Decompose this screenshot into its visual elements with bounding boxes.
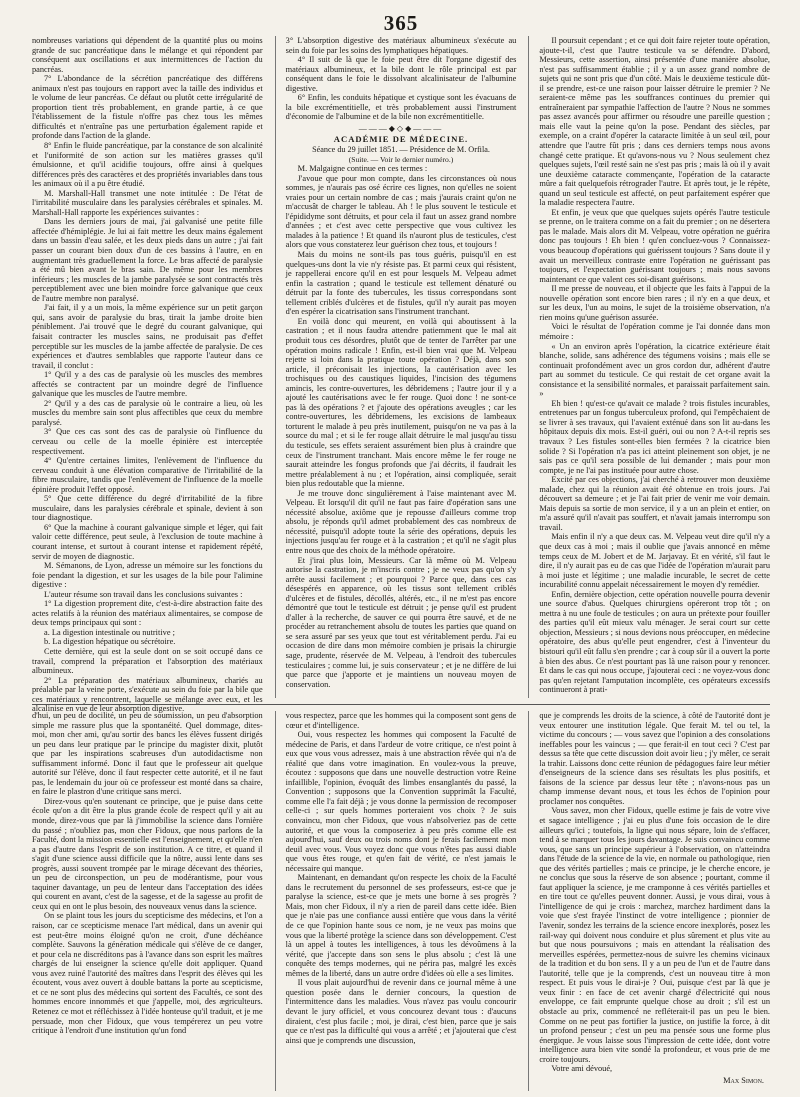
section-separator: ———◆◇◆———: [358, 123, 444, 133]
paragraph: d'hui, un peu de docilité, un peu de soumission, un peu d'absorption simple me rassure plus que la spontanéité. Quel dommage, dites-moi, mon cher ami, qu'au sortir des bancs les élèves fussent dirigés un peu dans leur pratique par le principe du magister dixit, plutôt que par les inspirations scabreuses d'un autodidactisme non suffisamment informé. Donc il faut que le professeur ait quelque autorité sur l'élève, donc il faut respecter cette autorité, et il ne faut pas, le lendemain du jour où ce professeur est monté dans sa chaire, en faire le plastron d'une critique sans merci.: [32, 711, 263, 797]
paragraph: 3° L'absorption digestive des matériaux albumineux s'exécute au sein du foie par les soins des lymphatiques hépatiques.: [285, 36, 517, 55]
paragraph: Il poursuit cependant ; et ce qui doit faire rejeter toute opération, ajoute-t-il, c'est que l'autre testicule va se défendre. D'abord, Messieurs, cette assertion, ainsi présentée d'une manière absolue, n'est pas suffisamment établie ; il y a un assez grand nombre de sujets qui ne sont pris que d'un côté. Mais le deuxième testicule dût-il se prendre, est-ce une raison pour laisser détruire le premier ? Ne seraient-ce même pas les souffrances continues du premier qui entraîneraient par sympathie l'affection de l'autre ? Nous ne sommes pas assez avancés pour affirmer ou résoudre une pareille question ; mais elle vaut la peine qu'on la pose. Pendant des siècles, par exemple, on a craint d'opérer la cataracte limitée à un seul œil, pour attendre que l'autre fût pris ; dans ces derniers temps nous avons changé cette pratique. Et qu'avons-nous vu ? Nous seulement chez quelques sujets, l'œil resté sain ne s'est pas pris ; mais là où il y avait une deuxième cataracte commençante, l'opération de la cataracte mûre a fait quelquefois rétrograder l'autre. Et après tout, je le répète, quand un seul testicule est affecté, on peut parfaitement espérer que la maladie respectera l'autre.: [539, 36, 771, 208]
paragraph: On se plaint tous les jours du scepticisme des médecins, et l'on a raison, car ce scepticisme menace l'art médical, dans un avenir qui est peut-être moins éloigné qu'on ne croit, d'une déchéance complète. Sauvons la génération médicale qui s'élève de ce danger, et pour cela ne discréditons pas à l'avance dans son esprit les maîtres chargés de lui enseigner la science qu'elle doit appliquer. Quand vous avez ruiné l'autorité des maîtres dans l'esprit des élèves qui les écoutent, vous avez ouvert à double battans la porte au scepticisme, et ce ne sont plus des médecins qui sortent des Facultés, ce sont des hommes encore innommés et que j'appelle, moi, des ægriculteurs. Retenez ce mot et réfléchissez à l'idée honteuse qu'il traduit, et je me persuade, mon cher Fidoux, que vous tempérerez un peu votre critique à l'endroit d'une institution qu'un fond: [32, 911, 263, 1036]
paragraph: Oui, vous respectez les hommes qui composent la Faculté de médecine de Paris, et dans l'ardeur de votre critique, ce n'est point à eux que vous vous adressez, mais à une abstraction rêvée qui n'a de réalité que dans votre imagination. En voulez-vous la preuve, écoutez : supposons que dans une nouvelle destruction votre Reine infaillible, l'opinion, évoquât des limbes ensanglantés du passé, la Convention ; supposons que la Convention supprimât la Faculté, comme elle l'a fait déjà ; je vous donne la permission de recomposer celle-ci ; sur quels hommes porteraient vos choix ? Je suis convaincu, mon cher Fidoux, que vous n'absolveriez pas de cette autorité, et que vous la composeriez à peu près comme elle est aujourd'hui, sauf deux ou trois noms dont je ferais facilement mon deuil avec vous. Vous voyez donc que vous n'êtes pas aussi diable que vous êtes rouge, et qu'en fait de vérité, ce n'est jamais le nécessaire qui manque.: [285, 730, 517, 873]
paragraph: 7° L'abondance de la sécrétion pancréatique des différens animaux n'est pas toujours en rapport avec la taille des individus et le volume de leur pancréas. Ce défaut ou plutôt cette irrégularité de proportion tient très probablement, en grande partie, à ce que l'établissement de la fistule n'offre pas chez tous les mêmes difficultés et n'entraîne pas une perturbation également rapide et profonde dans l'action de la glande.: [32, 74, 263, 141]
paragraph: Excité par ces objections, j'ai cherché à retrouver mon deuxième malade, chez qui la réunion avait été obtenue en trois jours. J'ai découvert sa demeure ; et je l'ai fait prier de venir me voir demain. Mais depuis sa sortie de mon service, il y a un an plein et entier, on m'a assuré qu'il n'avait pas souffert, et n'avait jamais interrompu son travail.: [539, 475, 771, 532]
paragraph: 2° La préparation des matériaux albumineux, chariés au préalable par la veine porte, s'exécute au sein du foie par la bile que ces matériaux y rencontrent, laquelle se mélange avec eux, et les alcalinise en vue de leur absorption digestive.: [32, 675, 263, 714]
paragraph: « Un an environ après l'opération, la cicatrice extérieure était blanche, solide, sans adhérence des tégumens voisins ; mais elle se continuait profondément avec un gros cordon dur, adhérent d'autre part au sommet du testicule. Ce qui restait de cet organe avait la consistance et la sensibilité normales, et paraissait parfaitement sain. »: [539, 341, 771, 399]
paragraph: J'ai fait, il y a un mois, la même expérience sur un petit garçon qui, sans avoir de paralysie du bras, tirait la jambe droite bien péniblement. J'ai trouvé que le degré du courant galvanique, qui faisait contracter les muscles sains, ne produisait pas d'effet perceptible sur les muscles de la jambe affectée de paralysie. De ces expériences et d'autres semblables que rapporte l'auteur dans ce travail, il conclut :: [32, 303, 263, 370]
paragraph: que je comprends les droits de la science, à côté de l'autorité dont je veux entourer une institution légale. Que ferait M. tel ou tel, la victime du concours ; — vous savez que l'opinion a des consolations ineffables pour les vaincus ; — que ferait-il en tout ceci ? C'est par dessus sa tête que cette discussion doit avoir lieu ; j'y mêler, ce serait la trahir. Laissons donc cette réunion de pédagogues faire leur métier d'enseigneurs de la science dans ses résultats les plus positifs, et faisons de la science par dessus leur tête ; n'avons-nous pas un champ immense devant nous, et tous les échos de l'opinion pour proclamer nos conquêtes.: [539, 711, 771, 806]
paragraph: Eh bien ! qu'est-ce qu'avait ce malade ? trois fistules incurables, entretenues par un fongus tuberculeux profond, qui l'empêchaient de se livrer à ses travaux, qui l'avaient exténué dans son lit au-dans les hôpitaux depuis dix mois. Est-il guéri, oui ou non ? A-t-il repris ses travaux ? Les fistules sont-elles bien fermées ? la cicatrice bien solide ? Si l'opération n'a pas ici atteint pleinement son objet, je ne sais pas ce qu'il sera possible de lui demander ; mais pour mon compte, je ne l'ai pas instituée pour autre chose.: [539, 398, 771, 475]
paragraph: J'avoue que pour mon compte, dans les circonstances où nous sommes, je n'aurais pas osé écrire ces lignes, non qu'elles ne soient vraies pour un certain nombre de cas ; mais j'aurais craint qu'on ne m'accusât de charger le tableau. Ah ! le plus souvent le testicule et l'épididyme sont détruits, et pour cela il faut un assez grand nombre d'années ; et c'est avec cette perspective que vous cultivez les malades à la patience ! Et quand ils n'auront plus de testicules, c'est alors que vous constaterez leur guérison chez tous, et toujours !: [285, 173, 517, 250]
paragraph: Enfin, dernière objection, cette opération nouvelle pourra devenir une source d'abus. Quelques chirurgiens opéreront trop tôt ; on mettra à nu une foule de testicules ; on aura un prétexte pour fouiller des parties qu'il eût mieux valu ménager. Je serai court sur cette objection, Messieurs ; si nous devions nous préoccuper, en médecine opératoire, des abus qu'elle peut engendrer, c'est à l'inventeur du bistouri qu'il eût fallu s'en prendre ; car à coup sûr il a ouvert la porte à bien des abus. Ce n'est pourtant pas là une raison pour y renoncer. Et dans le cas qui nous occupe, j'ajouterai ceci : ne voyez-vous donc pas qu'en rejetant l'amputation incomplète, ces opérateurs excessifs continueront à prati-: [539, 589, 771, 695]
bottom-column-3: [528, 711, 770, 1091]
paragraph: 6° Enfin, les conduits hépatique et cystique sont les évacuans de la bile excrémentitielle, et très probablement aussi l'instrument d'économie de l'albumine et de la bile non excrémentitielle.: [285, 93, 517, 122]
paragraph: a. La digestion intestinale ou nutritive ;: [44, 627, 175, 637]
paragraph: 8° Enfin le fluide pancréatique, par la constance de son alcalinité et l'uniformité de son action sur les matières grasses qu'il émulsionne, et qu'il acidifie toujours, offre ainsi à quelques différences près des caractères et des propriétés invariables dans tous les animaux où il a pu être étudié.: [32, 141, 263, 189]
top-section: [32, 36, 771, 714]
paragraph: M. Sémanons, de Lyon, adresse un mémoire sur les fonctions du foie pendant la digestion, et sur les usages de la bile pour l'alimine digestive :: [32, 561, 263, 590]
paragraph: 4° Qu'entre certaines limites, l'enlèvement de l'influence du cerveau conduit à une élévation comparative de l'irritabilité de la fibre musculaire, tandis que l'enlèvement de l'influence de la moelle épinière produit l'effet opposé.: [32, 456, 263, 494]
paragraph: 4° Il suit de là que le foie peut être dit l'organe digestif des matériaux albumineux, et la bile dont le rôle principal est par conséquent dans le foie le dissolvant alcalinisateur de l'albumine digestive.: [285, 55, 517, 93]
paragraph: L'auteur résume son travail dans les conclusions suivantes :: [44, 589, 243, 599]
paragraph: nombreuses variations qui dépendent de la quantité plus ou moins grande de suc pancréatique dans le mélange et qui répondent par conséquent aux oscillations et aux intermittences de l'action du pancréas.: [32, 36, 263, 74]
paragraph: 1° Qu'il y a des cas de paralysie où les muscles des membres affectés se contractent par un moindre degré de l'influence galvanique que les muscles de l'autre membre.: [32, 370, 263, 399]
paragraph: 1° La digestion proprement dite, c'est-à-dire abstraction faite des actes relatifs à la réunion des matériaux alimentaires, se compose de deux temps principaux qui sont :: [32, 599, 263, 628]
paragraph: Je me trouve donc singulièrement à l'aise maintenant avec M. Velpeau. Et lorsqu'il dit qu'il ne faut pas faire d'opération sans une nécessité absolue, axiôme que je repousse d'ailleurs comme trop absolu, je réponds qu'il admet probablement des cas nombreux de nécessité, puisqu'il adopte toute la série des opérations, depuis les injections jusqu'au fer rouge et à la castration ; et qu'il ne s'agit plus entre nous que des choix de la méthode opératoire.: [285, 488, 517, 555]
paragraph: Voici le résultat de l'opération comme je l'ai donnée dans mon mémoire :: [539, 322, 771, 341]
bottom-section: [32, 711, 770, 1091]
paragraph: 5° Que cette différence du degré d'irritabilité de la fibre musculaire, dans les paralysies cérébrale et spinale, devient à son tour diagnostique.: [32, 494, 263, 523]
paragraph: Cette dernière, qui est la seule dont on se soit occupé dans ce travail, comprend la préparation et l'absorption des matériaux albumineux.: [32, 647, 263, 676]
paragraph: Il vous plait aujourd'hui de revenir dans ce journal même à une question posée dans le dernier concours, la question de l'intermittence dans les maladies. Vous n'avez pas voulu concourir devant le jury officiel, et vous concourez devant tous : d'aucuns diraient, c'est plus facile ; moi, je dirai, c'est bien, parce que je sais que ce n'est pas la difficulté qui vous a arrêté ; et j'ajouterai que c'est ainsi que je comprends une discussion,: [285, 978, 517, 1045]
paragraph: b. La digestion hépatique ou sécrétoire.: [44, 637, 176, 647]
top-column-1: [32, 36, 263, 714]
paragraph: Maintenant, en demandant qu'on respecte les choix de la Faculté dans le recrutement du personnel de ses professeurs, est-ce que je paralyse la science, est-ce que je mets une borne à ses progrès ? Mais, mon cher Fidoux, il n'y a rien de pareil dans cette idée. Bien que je n'aie pas une confiance aussi entière que vous dans la vérité de ce que l'opinion hante sous ce nom, je ne veux pas moins que vous que la liberté protège la science dans son développement. C'est là un appel à toutes les intelligences, à tous les dévoûmens à la vérité, que j'accepte dans son sens le plus absolu ; c'est là une conquête des temps modernes, qui ne périra pas, malgré les excès mêmes de la liberté, dans un autre ordre d'idées où elle a ses limites.: [285, 873, 517, 978]
paragraph: M. Marshall-Hall transmet une note intitulée : De l'état de l'irritabilité musculaire dans les paralysies cérébrales et spinales. M. Marshall-Hall rapporte les expériences suivantes :: [32, 188, 263, 217]
paragraph: Mais enfin il n'y a que deux cas. M. Velpeau veut dire qu'il n'y a que deux cas à moi ; mais il oublie que j'avais annoncé en même temps ceux de M. Jobert et de M. Jarjavay. Et en vérité, s'il faut le dire, il n'y aurait pas eu de cas que l'idée de l'opération m'aurait paru à moi juste et légitime ; une maladie incurable, le secret de cette incurabilité connu appelait nécessairement le moyen d'y remédier.: [539, 532, 771, 590]
paragraph: 3° Que ces cas sont des cas de paralysie où l'influence du cerveau ou celle de la moelle épinière est interceptée respectivement.: [32, 427, 263, 456]
paragraph: En voilà donc qui meurent, en voilà qui aboutissent à la castration ; et il nous faudra attendre patiemment que le mal ait produit tous ces désordres, plutôt que de tenter de l'arrêter par une opération moins radicale ! Enfin, est-il bien vrai que M. Velpeau rejette si loin dans la pratique toute opération ? Déjà, dans son article, il préconisait les injections, la cautérisation avec les trochisques ou des caustiques liquides, l'incision des tégumens amincis, les contre-ouvertures, les débridemens ; l'autre jour il y a ajouté les cautérisations avec le fer rouge. Quoi donc ! ne sont-ce pas là des opérations ? et j'ajoute des opérations aveugles ; car les contre-ouvertures, les débridemens, les excisions de lambeaux torturent le malade à peu près inutilement, puisqu'on ne va pas à la source du mal ; et si le fer rouge allait détruire le mal jusqu'au tissu du testicule, ses effets seraient assurément bien plus à craindre que ceux de l'instrument tranchant. Mais encore même le fer rouge ne saurait atteindre les fongus profonds que j'ai décrits, il faudrait les mettre préalablement à nu ; et l'opération, ainsi compliquée, serait bien plus redoutable que la mienne.: [285, 316, 517, 489]
author-signature: Max Simon.: [723, 1075, 765, 1085]
bottom-column-2: [275, 711, 517, 1091]
continuation-note: (Suite. — Voir le dernier numéro.): [348, 154, 454, 164]
session-line: Séance du 29 juillet 1851. — Présidence de M. Orfila.: [312, 145, 490, 155]
top-column-2: [275, 36, 517, 698]
paragraph: vous respectez, parce que les hommes qui la composent sont gens de cœur et d'intelligence.: [285, 711, 517, 730]
paragraph: M. Malgaigne continue en ces termes :: [297, 164, 428, 174]
section-heading: ACADÉMIE DE MÉDECINE.: [333, 134, 469, 145]
paragraph: Direz-vous qu'en soutenant ce principe, que je puise dans cette école qu'on a dit être la plus grande école de respect qu'il y ait au monde, direz-vous que par là j'immobilise la science dans l'ornière du passé ; n'oubliez pas, mon cher Fidoux, que nous parlons de la Faculté, dont la mission essentielle est l'enseignement, et qu'elle n'en a pas d'autre dans l'esprit de son institution. A ce titre, et quand il s'agit d'une science aussi difficile que la nôtre, aussi lente dans ses progrès, aussi souvent trompée par le mirage décevant des théories, un peu de circonspection, un peu de modérantisme, pour vous taquiner davantage, un peu de lenteur dans l'acceptation des idées qui courent en avant, c'est de la sagesse, et de la sagesse au profit de ceux qui en ont le plus besoin, des nouveaux venus dans la science.: [32, 796, 263, 911]
paragraph: Mais du moins ne sont-ils pas tous guéris, puisqu'il en est quelques-uns dont la vie n'y résiste pas. Et parmi ceux qui résistent, je rappellerai encore qu'il en est pour lesquels M. Velpeau admet enfin la castration ; quand le testicule est tellement dénaturé ou détruit par la fonte des tubercules, les tissus correspondans sont tellement criblés d'ulcères et de fistules, qu'il n'y aurait pas moyen d'en espérer la cicatrisation sans l'instrument tranchant.: [285, 250, 517, 317]
paragraph: Et enfin, je veux que que quelques sujets opérés l'autre testicule se prenne, on le traitera comme on a fait du premier ; on ne désertera pas le malade. Mais alors dit M. Velpeau, votre opération ne guérira donc pas toujours ! Eh bien ! qu'en concluez-vous ? Connaissez-vous beaucoup d'opérations qui guérissent toujours ? Sans doute il y avait un merveilleux contraste entre l'opération ne guérissant pas toujours, et l'expectation guérissant toujours ; mais nous savons maintenant ce que valent ces soi-disant guérisons.: [539, 207, 771, 284]
paragraph: Il me presse de nouveau, et il objecte que les faits à l'appui de la nouvelle opération sont encore bien rares ; il n'y en a que deux, et sur les deux, l'un au moins, le sujet de la troisième observation, n'a rien moins qu'une guérison assurée.: [539, 284, 771, 322]
page-number: 365: [383, 11, 419, 35]
bottom-column-1: [32, 711, 263, 1091]
paragraph: Et j'irai plus loin, Messieurs. Car là même où M. Velpeau autorise la castration, je m'inscris contre ; je ne veux pas qu'on s'y arrête aussi facilement ; et pourquoi ? Parce que, dans ces cas désespérés en apparence, où les tissus sont tellement criblés d'ulcères et de fistules, décollés, altérés, etc., il ne m'est pas encore démontré que tout le testicule est détruit ; je pense qu'il est prudent d'aller à la recherche, de sauver ce qui pourra être sauvé, et de ne procéder au retranchement absolu de toutes les parties que quand on se sera assuré par ses yeux que tout est véritablement perdu. J'ai eu occasion de dire dans mon mémoire combien je prisais la chirurgie sage, prudente, réservée de M. Velpeau, à l'endroit des tubercules testiculaires ; comme lui, je suis conservateur ; et je ne diffère de lui que parce que j'apporte et je maintiens un nouveau moyen de conservation.: [285, 555, 517, 689]
top-column-3: [528, 36, 770, 698]
closing-line: Votre ami dévoué,: [551, 1064, 613, 1074]
paragraph: Dans les derniers jours de mai, j'ai galvanisé une petite fille affectée d'hémiplégie. Je lui ai fait mettre les deux mains également dans un bassin d'eau salée, et les deux pieds dans un autre ; j'ai fait passer un courant bien doux d'un de ces bassins à l'autre, en en augmentant très graduellement la force. Le bras affecté de paralysie a été mû bien avant le bras sain. De même pour les membres inférieurs ; les muscles de la jambe paralysée se sont contractés très perceptiblement avec une bien moindre force galvanique que ceux de l'autre membre non paralysé.: [32, 217, 263, 303]
paragraph: 6° Que la machine à courant galvanique simple et léger, qui fait valoir cette différence, peut seule, à l'exclusion de toute machine à courant intense, et surtout à courant intense et rapidement répété, servir de moyen de diagnostic.: [32, 522, 263, 561]
paragraph: 2° Qu'il y a des cas de paralysie où le contraire a lieu, où les muscles du membre sain sont plus affectibles que ceux du membre paralysé.: [32, 398, 263, 427]
paragraph: Vous savez, mon cher Fidoux, quelle estime je fais de votre vive et sagace intelligence ; j'ai eu plus d'une fois occasion de le dire ailleurs qu'ici ; toutefois, la ligne qui nous sépare, loin de s'effacer, tend à se marquer tous les jours davantage. Je suis convaincu comme vous, que sans un principe supérieur à l'observation, on n'atteindra dans l'étude de la science de la vie, en normale ou pathologique, rien que des vérités partielles ; mais ce principe, je le cherche encore, je ne conclus que sous la réserve de son absence ; pourtant, comme il faut appliquer la science, je me cramponne à ces vérités partielles et en tire tout ce qu'elles peuvent donner. Aussi, je vous dirai, vous à l'intelligence de qui je crois : marchez, marchez hardiment dans la voie que s'est frayée l'instinct de votre intelligence ; pionnier de l'avenir, sondez les terrains de la science encore inexplorés, posez les rail-way qui doivent nous conduire et plus sûrement et plus vite au but que nous poursuivons ; mais en attendant la réalisation des merveilles espérées, permettez-nous de suivre les chemins vicinaux de la tradition et du bon sens. Il y a un peu de l'un et de l'autre dans l'autorité, telle que je la comprends, c'est un nouveau titre à mon respect. Et puis vous le dirai-je ? Oui, puisque c'est par là que je veux finir : en face de cet avenir chargé d'électricité qui nous enveloppe, ce fait emprunte quelque chose au droit ; s'il est un obstacle au prix, commencé ne refléterait-il pas un peu le bien. Comme on ne peut pas fortifier la justice, on justifie la force, à dit un profond penseur ; c'est un peu ma pensée sous une forme plus énergique. Je vous laisse sous l'impression de cette idée, dont votre intelligence aura bien vite sondé la profondeur, et vous prie de me croire toujours.: [539, 806, 771, 1064]
